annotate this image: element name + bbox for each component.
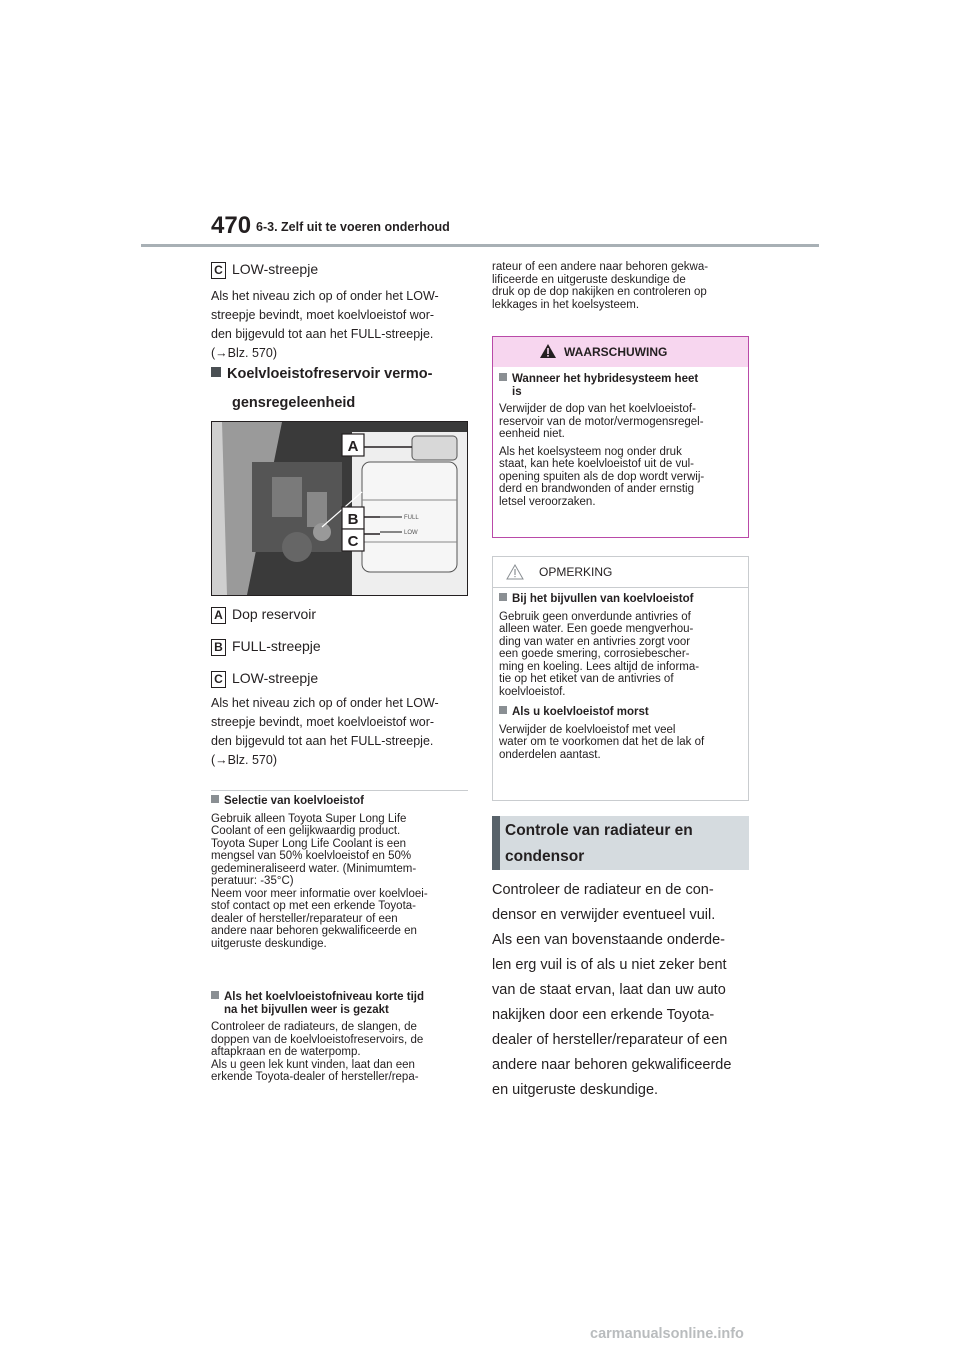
- line: den bijgevuld tot aan het FULL-streepje.: [211, 327, 434, 341]
- section-heading: Controle van radiateur en condensor: [505, 822, 693, 865]
- line: Als het niveau zich op of onder het LOW-: [211, 289, 439, 303]
- line: den bijgevuld tot aan het FULL-streepje.: [211, 734, 434, 748]
- paragraph-low-2: [211, 694, 439, 770]
- continued-text: rateur of een andere naar behoren gekwa- lificeerde en uitgeruste deskundige de druk op de dop nakijken en controleren op lekkages in het koelsysteem.: [492, 261, 709, 311]
- caution-triangle-icon: [506, 564, 524, 580]
- heading-reservoir: [211, 362, 433, 416]
- photo-mark-low: LOW: [404, 530, 418, 536]
- heading-line: Koelvloeistofreservoir vermo-: [211, 362, 433, 387]
- subsection-coolant-selection: [211, 795, 428, 950]
- section-title: 6-3. Zelf uit te voeren onderhoud: [256, 220, 450, 234]
- subsection-title-line: na het bijvullen weer is gezakt: [224, 1003, 389, 1016]
- note-rule: [493, 587, 748, 588]
- subsection-title: Als het koelvloeistofniveau korte tijd: [211, 991, 424, 1004]
- square-bullet-icon: [211, 795, 219, 803]
- heading-line: gensregeleenheid: [232, 395, 356, 411]
- photo-label-b: B: [347, 511, 359, 528]
- photo-mark-full: FULL: [404, 515, 419, 521]
- item-c-low-mark: [211, 261, 318, 279]
- line: (→Blz. 570): [211, 346, 277, 360]
- line: (→Blz. 570): [211, 753, 277, 767]
- note-box: [492, 556, 749, 801]
- item-text: LOW-streepje: [232, 670, 319, 686]
- item-text: FULL-streepje: [232, 638, 321, 654]
- heading-accent-bar: [492, 816, 500, 870]
- photo-label-c: C: [347, 533, 359, 550]
- item-c-low: [211, 670, 318, 688]
- engine-bay-photo: [211, 421, 468, 596]
- warning-box: [492, 336, 749, 538]
- watermark: carmanualsonline.info: [590, 1326, 744, 1342]
- label-c: C: [211, 262, 226, 279]
- subsection-title: Selectie van koelvloeistof: [211, 795, 428, 808]
- warning-title: WAARSCHUWING: [564, 345, 668, 359]
- line: streepje bevindt, moet koelvloeistof wor-: [211, 308, 435, 322]
- subsection-body: Gebruik alleen Toyota Super Long Life Coolant of een gelijkwaardig product. Toyota Super Long Life Coolant is een mengsel van 50% koelvloeistof en 50% gedemineraliseerd water. (Minimumtem- peratuur: -35°C) Neem voor meer informatie over koelvloei- stof contact op met een erkende Toyota- dealer of hersteller/reparateur of een andere naar behoren gekwalificeerde en uitgeruste deskundige.: [211, 812, 428, 950]
- item-text: LOW-streepje: [232, 261, 319, 277]
- warning-header: [493, 337, 748, 367]
- note-body: Bij het bijvullen van koelvloeistof Gebruik geen onverdunde antivries of alleen water. Een goede mengverhou- ding van water en antivries zorgt voor een goede smering, corrosiebescher- ming en koeling. Lees altijd de informa- tie op het etiket van de antivries of koelvloeistof. Als u koelvloeistof morst Verwijder de koelvloeistof met veel water om te voorkomen dat het de lak of onderdelen aantast.: [499, 593, 705, 761]
- divider: [211, 790, 468, 791]
- label-a: A: [211, 607, 226, 624]
- note-title: OPMERKING: [539, 565, 613, 579]
- section-body: Controleer de radiateur en de con- densor en verwijder eventueel vuil. Als een van bovenstaande onderde- len erg vuil is of als u niet zeker bent van de staat ervan, laat dan uw auto nakijken door een erkende Toyota- dealer of hersteller/reparateur of een andere naar behoren gekwalificeerde en uitgeruste deskundige.: [492, 882, 732, 1098]
- warning-triangle-icon: [539, 343, 557, 359]
- line: streepje bevindt, moet koelvloeistof wor-: [211, 715, 435, 729]
- photo-label-a: A: [347, 438, 359, 455]
- item-a-cap: [211, 606, 316, 624]
- label-b: B: [211, 639, 226, 656]
- paragraph-low-1: [211, 287, 439, 363]
- item-text: Dop reservoir: [232, 606, 317, 622]
- line: Als het niveau zich op of onder het LOW-: [211, 696, 439, 710]
- warning-body: Wanneer het hybridesysteem heet is Verwijder de dop van het koelvloeistof- reservoir van de motor/vermogensregel- eenheid niet. Als het koelsysteem nog onder druk staat, kan hete koelvloeistof uit de vul- opening spuiten als de dop wordt verwij- derd en brandwonden of ander ernstig letsel veroorzaken.: [499, 373, 705, 508]
- section-heading-box: [492, 816, 749, 870]
- page-number: 470: [211, 212, 252, 239]
- subsection-level-drop: [211, 991, 424, 1084]
- subsection-body: Controleer de radiateurs, de slangen, de doppen van de koelvloeistofreservoirs, de aftapkraan en de waterpomp. Als u geen lek kunt vinden, laat dan een erkende Toyota-dealer of hersteller/repa-: [211, 1021, 424, 1083]
- header-rule: [141, 244, 819, 247]
- square-bullet-icon: [211, 367, 221, 377]
- label-c: C: [211, 671, 226, 688]
- item-b-full: [211, 638, 321, 656]
- square-bullet-icon: [211, 991, 219, 999]
